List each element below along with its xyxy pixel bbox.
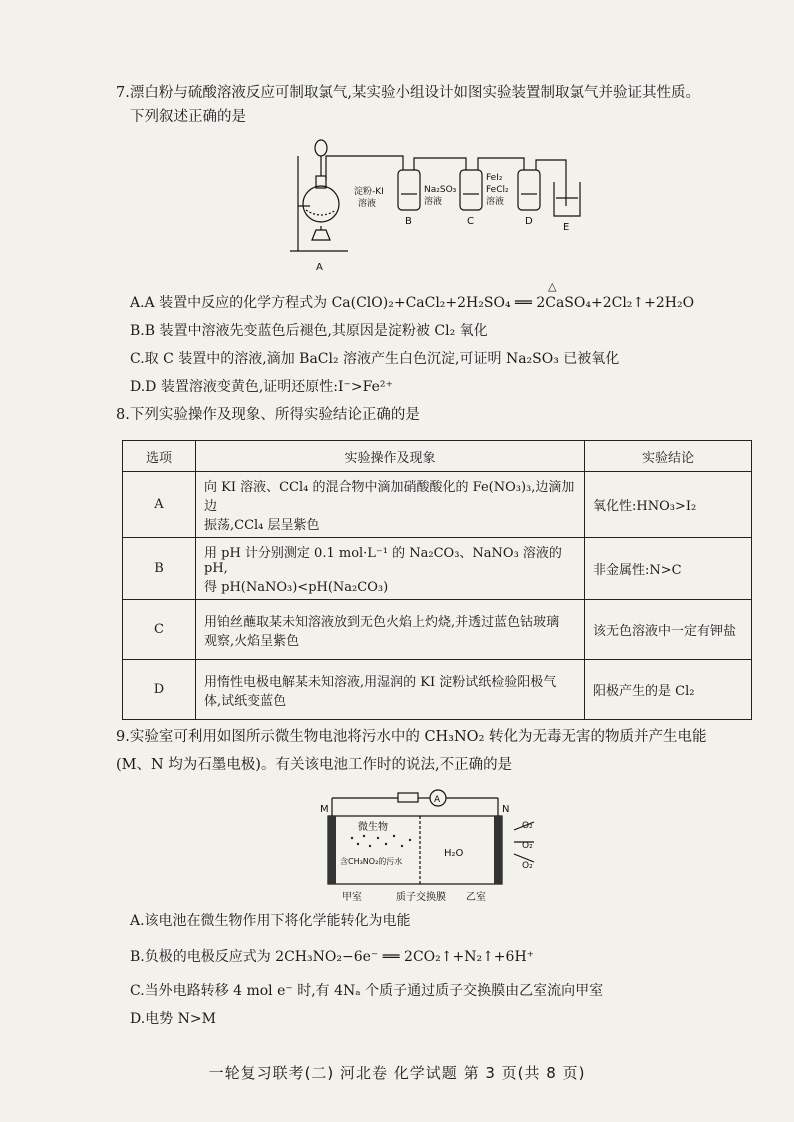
- header-option: 选项: [123, 441, 196, 472]
- row-operation: 用惰性电极电解某未知溶液,用湿润的 KI 淀粉试纸检验阳极气 体,试纸变蓝色: [196, 660, 585, 720]
- row-option: D: [123, 660, 196, 720]
- q8-table: [122, 440, 752, 720]
- chlorine-apparatus-diagram: [288, 136, 588, 276]
- label-e: E: [563, 222, 570, 233]
- sewage-label: 含CH₃NO₂的污水: [340, 857, 403, 866]
- heating-condition: △: [548, 280, 557, 293]
- table-row[interactable]: [123, 600, 752, 660]
- table-header-row: [123, 441, 752, 472]
- page-footer: 一轮复习联考(二) 河北卷 化学试题 第 3 页(共 8 页): [208, 1064, 586, 1082]
- table-row[interactable]: [123, 660, 752, 720]
- microbial-cell-diagram: [316, 786, 556, 906]
- q9-stem-line2: (M、N 均为石墨电极)。有关该电池工作时的说法,不正确的是: [116, 757, 513, 773]
- o2-label-2: O₂: [522, 841, 533, 851]
- row-operation: 用铂丝蘸取某未知溶液放到无色火焰上灼烧,并透过蓝色钴玻璃 观察,火焰呈紫色: [196, 600, 585, 660]
- q8-stem: 8.下列实验操作及现象、所得实验结论正确的是: [116, 407, 420, 423]
- row-operation: 用 pH 计分别测定 0.1 mol·L⁻¹ 的 Na₂CO₃、NaNO₃ 溶液的 pH, 得 pH(NaNO₃)<pH(Na₂CO₃): [196, 538, 585, 600]
- q7-stem-line1: 7.漂白粉与硫酸溶液反应可制取氯气,某实验小组设计如图实验装置制取氯气并验证其性质。: [116, 85, 700, 101]
- o2-label-3: O₂: [522, 861, 533, 871]
- row-conclusion: 氧化性:HNO₃>I₂: [585, 472, 752, 538]
- label-d: D: [525, 216, 533, 227]
- q7-option-c[interactable]: C.取 C 装置中的溶液,滴加 BaCl₂ 溶液产生白色沉淀,可证明 Na₂SO₃ 已被氧化: [130, 351, 620, 367]
- d-reagent-3: 溶液: [486, 197, 505, 207]
- b-reagent-1: 淀粉-KI: [354, 187, 384, 197]
- table-row[interactable]: [123, 538, 752, 600]
- label-a: A: [316, 262, 323, 273]
- q9-option-c[interactable]: C.当外电路转移 4 mol e⁻ 时,有 4Nₐ 个质子通过质子交换膜由乙室流向甲室: [130, 983, 604, 999]
- row-conclusion: 阳极产生的是 Cl₂: [585, 660, 752, 720]
- c-reagent-1: Na₂SO₃: [424, 185, 457, 195]
- microbe-label: 微生物: [358, 822, 388, 833]
- o2-label-1: O₂: [522, 821, 533, 831]
- q7-option-a[interactable]: A.A 装置中反应的化学方程式为 Ca(ClO)₂+CaCl₂+2H₂SO₄ ══ 2CaSO₄+2Cl₂↑+2H₂O △: [130, 280, 695, 311]
- label-c: C: [467, 216, 474, 227]
- water-label: H₂O: [444, 848, 464, 859]
- room-a-label: 甲室: [342, 892, 362, 903]
- electrode-n: N: [502, 804, 510, 815]
- ammeter-icon: A: [434, 795, 441, 805]
- q9-stem-line1: 9.实验室可利用如图所示微生物电池将污水中的 CH₃NO₂ 转化为无毒无害的物质并产生电能: [116, 729, 707, 745]
- table-row[interactable]: [123, 472, 752, 538]
- electrode-m: M: [320, 804, 329, 815]
- q7-option-d[interactable]: D.D 装置溶液变黄色,证明还原性:I⁻>Fe²⁺: [130, 379, 393, 395]
- q7-option-b[interactable]: B.B 装置中溶液先变蓝色后褪色,其原因是淀粉被 Cl₂ 氧化: [130, 323, 488, 339]
- q9-option-d[interactable]: D.电势 N>M: [130, 1011, 216, 1027]
- row-operation: 向 KI 溶液、CCl₄ 的混合物中滴加硝酸酸化的 Fe(NO₃)₃,边滴加边 振荡,CCl₄ 层呈紫色: [196, 472, 585, 538]
- d-reagent-2: FeCl₂: [486, 185, 509, 195]
- q7-stem-line2: 下列叙述正确的是: [130, 109, 246, 125]
- label-b: B: [405, 216, 412, 227]
- row-option: A: [123, 472, 196, 538]
- b-reagent-2: 溶液: [358, 199, 377, 209]
- row-conclusion: 非金属性:N>C: [585, 538, 752, 600]
- header-operation: 实验操作及现象: [196, 441, 585, 472]
- room-b-label: 乙室: [466, 892, 486, 903]
- d-reagent-1: FeI₂: [486, 173, 503, 183]
- header-conclusion: 实验结论: [585, 441, 752, 472]
- row-option: B: [123, 538, 196, 600]
- q9-option-b[interactable]: B.负极的电极反应式为 2CH₃NO₂−6e⁻ ══ 2CO₂↑+N₂↑+6H⁺: [130, 949, 535, 965]
- q9-option-a[interactable]: A.该电池在微生物作用下将化学能转化为电能: [130, 913, 411, 929]
- row-conclusion: 该无色溶液中一定有钾盐: [585, 600, 752, 660]
- c-reagent-2: 溶液: [424, 197, 443, 207]
- row-option: C: [123, 600, 196, 660]
- membrane-label: 质子交换膜: [396, 892, 446, 903]
